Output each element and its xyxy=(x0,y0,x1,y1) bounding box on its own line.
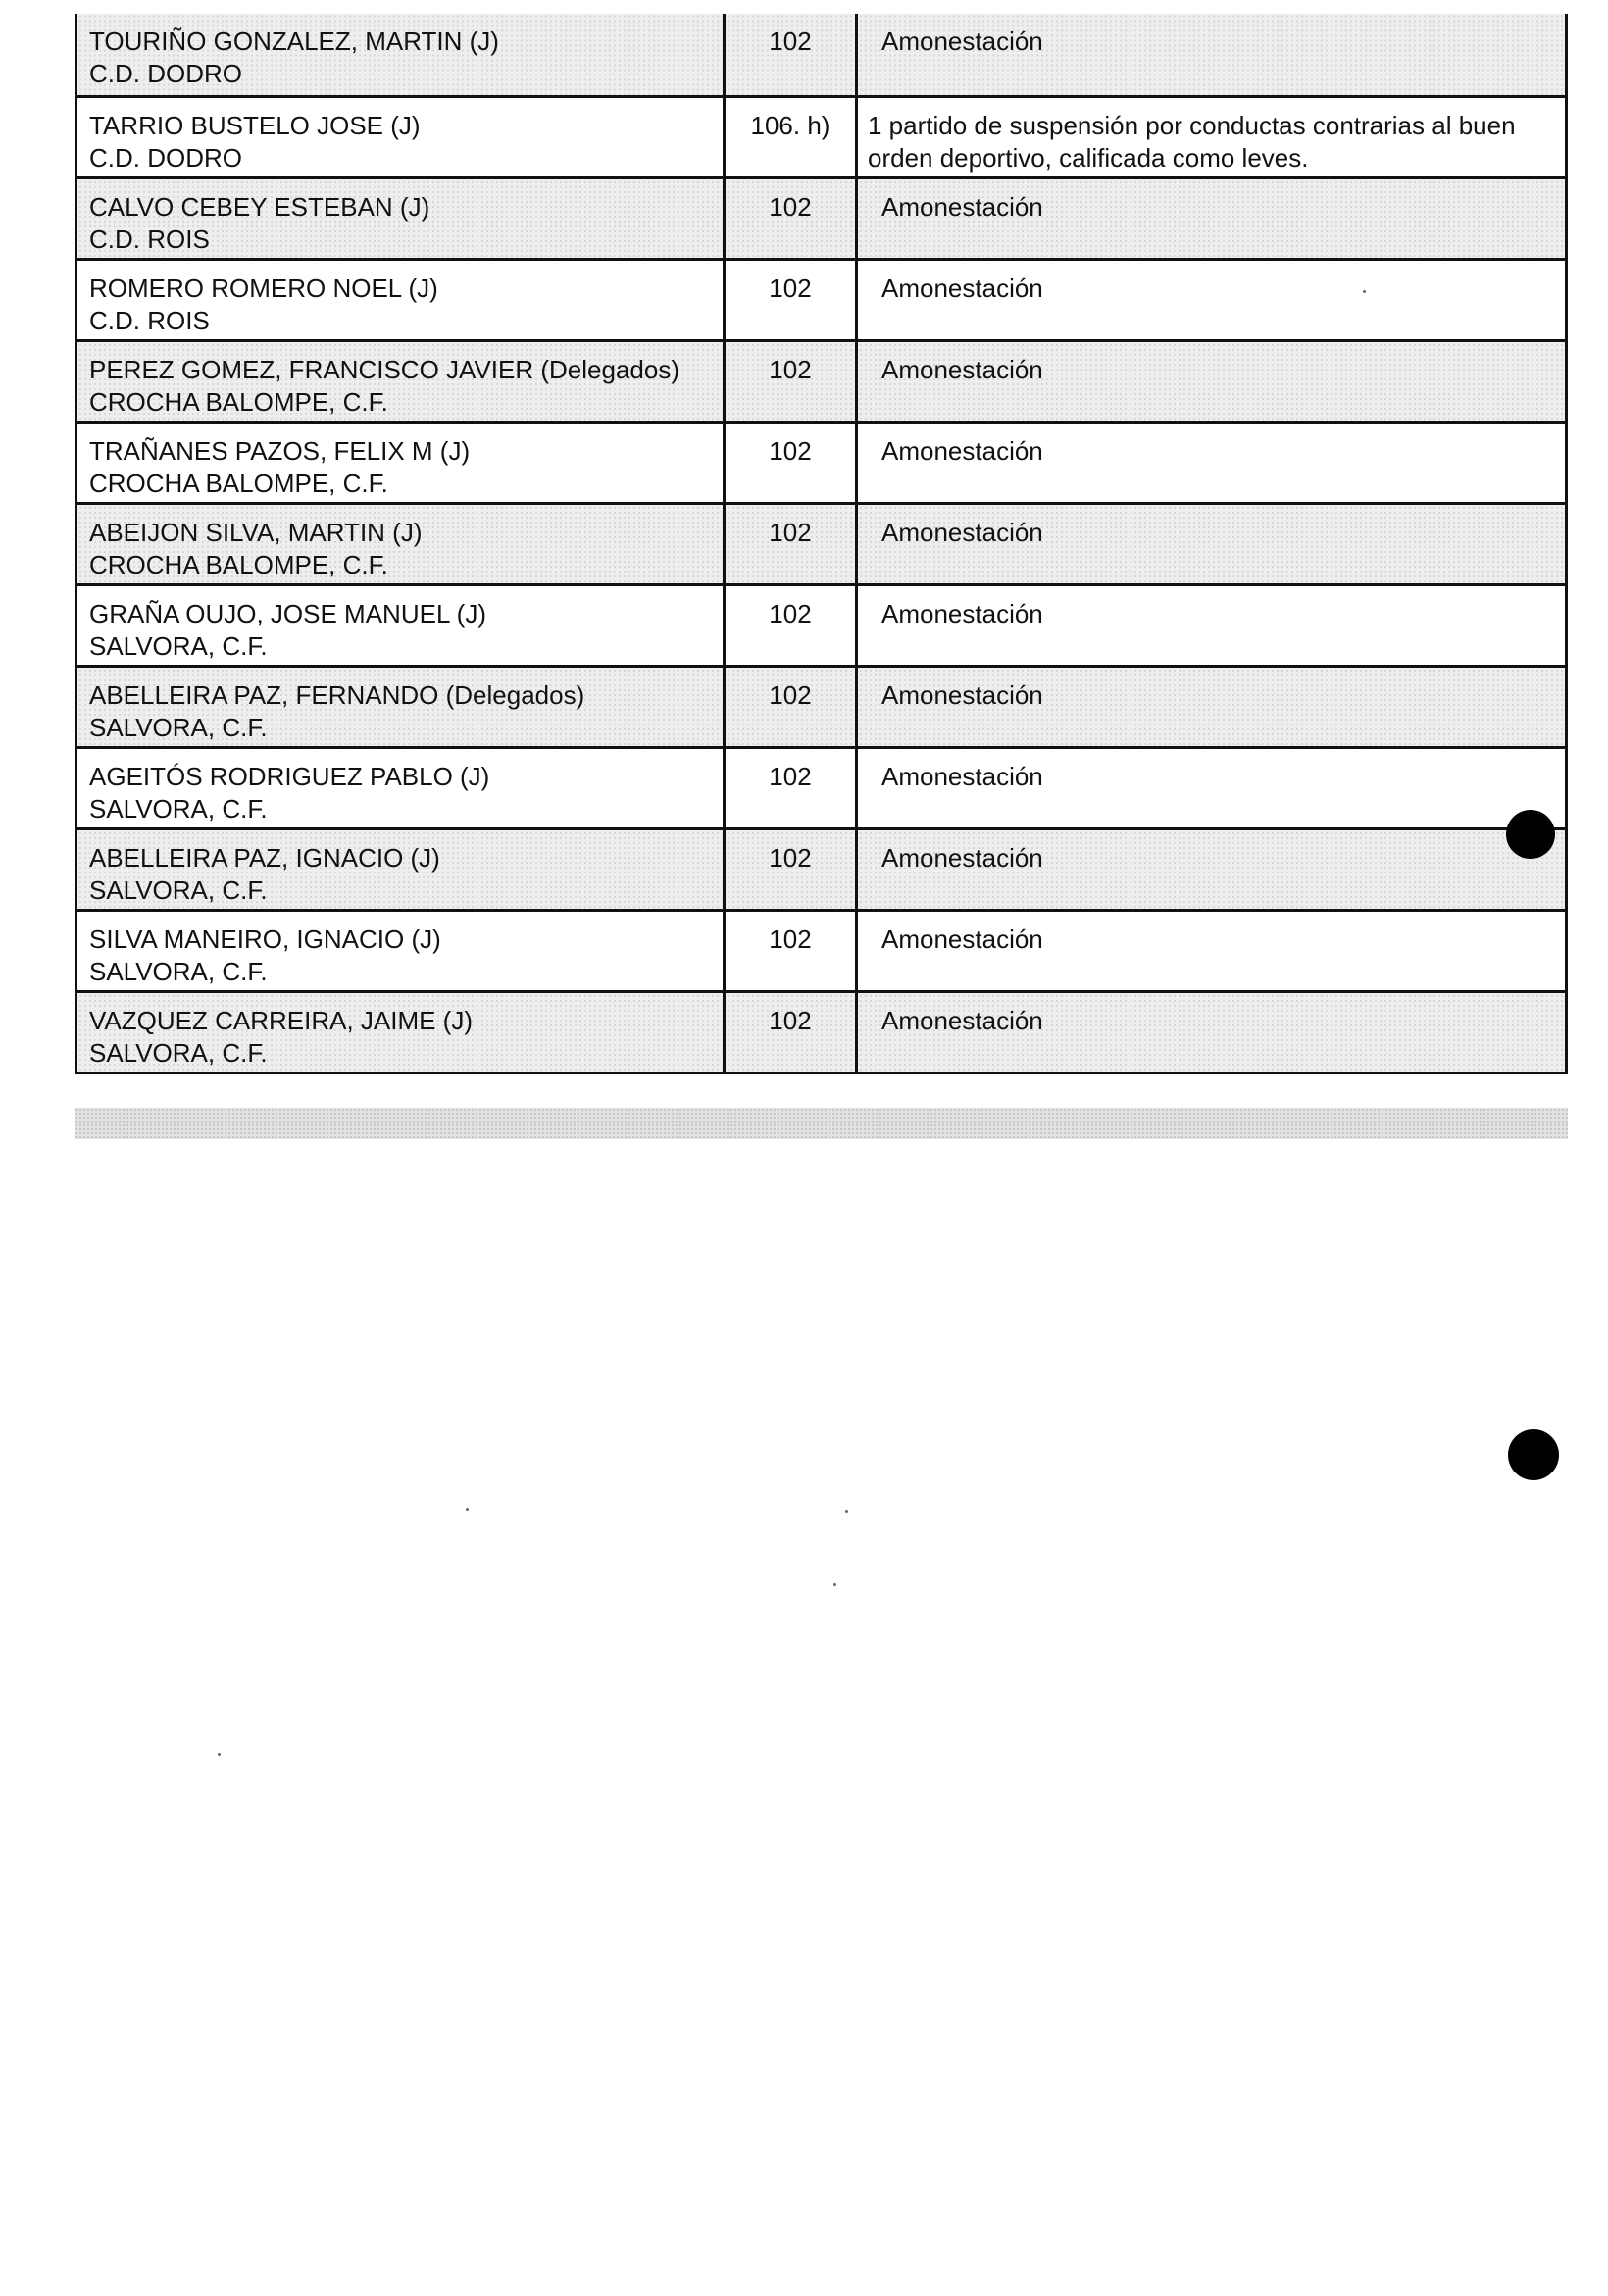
sanction-text: Amonestación xyxy=(881,274,1043,303)
sanction-cell xyxy=(857,260,1567,341)
person-cell xyxy=(76,829,725,911)
sanction-text: Amonestación xyxy=(881,26,1043,56)
article-number: 102 xyxy=(769,680,812,710)
sanctions-table xyxy=(75,14,1568,1074)
person-cell xyxy=(76,992,725,1073)
person-cell xyxy=(76,341,725,423)
person-cell xyxy=(76,97,725,178)
sanction-text: Amonestación xyxy=(881,518,1043,547)
person-cell xyxy=(76,911,725,992)
sanction-cell xyxy=(857,585,1567,667)
person-name: ABELLEIRA PAZ, IGNACIO (J) xyxy=(89,843,440,873)
person-name: ABELLEIRA PAZ, FERNANDO (Delegados) xyxy=(89,680,585,710)
table-row xyxy=(76,14,1567,97)
article-number: 102 xyxy=(769,274,812,303)
article-number: 102 xyxy=(769,762,812,791)
table-row xyxy=(76,748,1567,829)
person-name: TOURIÑO GONZALEZ, MARTIN (J) xyxy=(89,26,499,56)
sanction-cell xyxy=(857,423,1567,504)
sanction-cell xyxy=(857,97,1567,178)
article-cell xyxy=(725,992,857,1073)
article-number: 102 xyxy=(769,599,812,628)
article-number: 102 xyxy=(769,355,812,384)
sanction-cell xyxy=(857,504,1567,585)
sanction-cell xyxy=(857,667,1567,748)
sanction-text: Amonestación xyxy=(881,924,1043,954)
person-name: TRAÑANES PAZOS, FELIX M (J) xyxy=(89,436,471,466)
article-cell xyxy=(725,260,857,341)
article-number: 102 xyxy=(769,1006,812,1035)
club-name: C.D. DODRO xyxy=(89,143,242,173)
person-name: VAZQUEZ CARREIRA, JAIME (J) xyxy=(89,1006,473,1035)
person-name: GRAÑA OUJO, JOSE MANUEL (J) xyxy=(89,599,486,628)
article-number: 102 xyxy=(769,843,812,873)
article-cell xyxy=(725,585,857,667)
scan-shading-strip xyxy=(75,1108,1568,1139)
table-row xyxy=(76,992,1567,1073)
person-name: SILVA MANEIRO, IGNACIO (J) xyxy=(89,924,441,954)
sanction-text: Amonestación xyxy=(881,680,1043,710)
article-cell xyxy=(725,178,857,260)
sanction-text: Amonestación xyxy=(881,436,1043,466)
article-cell xyxy=(725,911,857,992)
article-number: 102 xyxy=(769,192,812,222)
club-name: SALVORA, C.F. xyxy=(89,794,268,824)
sanction-cell xyxy=(857,748,1567,829)
table-row xyxy=(76,504,1567,585)
sanction-cell xyxy=(857,178,1567,260)
scan-speck xyxy=(833,1583,836,1586)
table-row xyxy=(76,829,1567,911)
person-cell xyxy=(76,260,725,341)
sanction-cell xyxy=(857,992,1567,1073)
club-name: CROCHA BALOMPE, C.F. xyxy=(89,469,388,498)
article-cell xyxy=(725,667,857,748)
sanction-text: Amonestación xyxy=(881,762,1043,791)
scan-speck xyxy=(466,1508,469,1511)
sanction-cell xyxy=(857,829,1567,911)
article-cell xyxy=(725,14,857,97)
punch-hole xyxy=(1508,1429,1559,1480)
article-number: 102 xyxy=(769,924,812,954)
club-name: CROCHA BALOMPE, C.F. xyxy=(89,387,388,417)
sanction-text: Amonestación xyxy=(881,599,1043,628)
club-name: SALVORA, C.F. xyxy=(89,875,268,905)
article-cell xyxy=(725,97,857,178)
article-cell xyxy=(725,748,857,829)
club-name: SALVORA, C.F. xyxy=(89,631,268,661)
table-row xyxy=(76,341,1567,423)
article-number: 102 xyxy=(769,518,812,547)
person-name: AGEITÓS RODRIGUEZ PABLO (J) xyxy=(89,762,490,791)
sanction-cell xyxy=(857,911,1567,992)
person-cell xyxy=(76,423,725,504)
table-row xyxy=(76,260,1567,341)
club-name: C.D. ROIS xyxy=(89,225,210,254)
article-cell xyxy=(725,423,857,504)
article-number: 102 xyxy=(769,26,812,56)
table-row xyxy=(76,585,1567,667)
person-name: ROMERO ROMERO NOEL (J) xyxy=(89,274,438,303)
sanction-cell xyxy=(857,341,1567,423)
article-cell xyxy=(725,504,857,585)
article-number: 102 xyxy=(769,436,812,466)
person-cell xyxy=(76,178,725,260)
person-cell xyxy=(76,504,725,585)
sanction-text: Amonestación xyxy=(881,192,1043,222)
article-cell xyxy=(725,829,857,911)
table-row xyxy=(76,178,1567,260)
person-name: TARRIO BUSTELO JOSE (J) xyxy=(89,111,421,140)
person-name: ABEIJON SILVA, MARTIN (J) xyxy=(89,518,423,547)
person-cell xyxy=(76,748,725,829)
person-name: CALVO CEBEY ESTEBAN (J) xyxy=(89,192,430,222)
punch-hole xyxy=(1506,810,1555,859)
club-name: SALVORA, C.F. xyxy=(89,957,268,986)
table-row xyxy=(76,97,1567,178)
table-row xyxy=(76,667,1567,748)
table-row xyxy=(76,911,1567,992)
sanction-cell xyxy=(857,14,1567,97)
person-cell xyxy=(76,585,725,667)
club-name: C.D. DODRO xyxy=(89,59,242,88)
sanction-text: Amonestación xyxy=(881,843,1043,873)
person-cell xyxy=(76,14,725,97)
article-cell xyxy=(725,341,857,423)
person-cell xyxy=(76,667,725,748)
scan-speck xyxy=(218,1753,221,1756)
club-name: C.D. ROIS xyxy=(89,306,210,335)
table-row xyxy=(76,423,1567,504)
club-name: SALVORA, C.F. xyxy=(89,1038,268,1068)
article-number: 106. h) xyxy=(750,111,830,140)
club-name: SALVORA, C.F. xyxy=(89,713,268,742)
sanction-text: 1 partido de suspensión por conductas contrarias al buen orden deportivo, calificada como leves. xyxy=(868,111,1516,173)
sanction-text: Amonestación xyxy=(881,1006,1043,1035)
person-name: PEREZ GOMEZ, FRANCISCO JAVIER (Delegados) xyxy=(89,355,679,384)
scan-speck xyxy=(845,1510,848,1513)
sanction-text: Amonestación xyxy=(881,355,1043,384)
scan-speck xyxy=(1363,290,1366,293)
club-name: CROCHA BALOMPE, C.F. xyxy=(89,550,388,579)
